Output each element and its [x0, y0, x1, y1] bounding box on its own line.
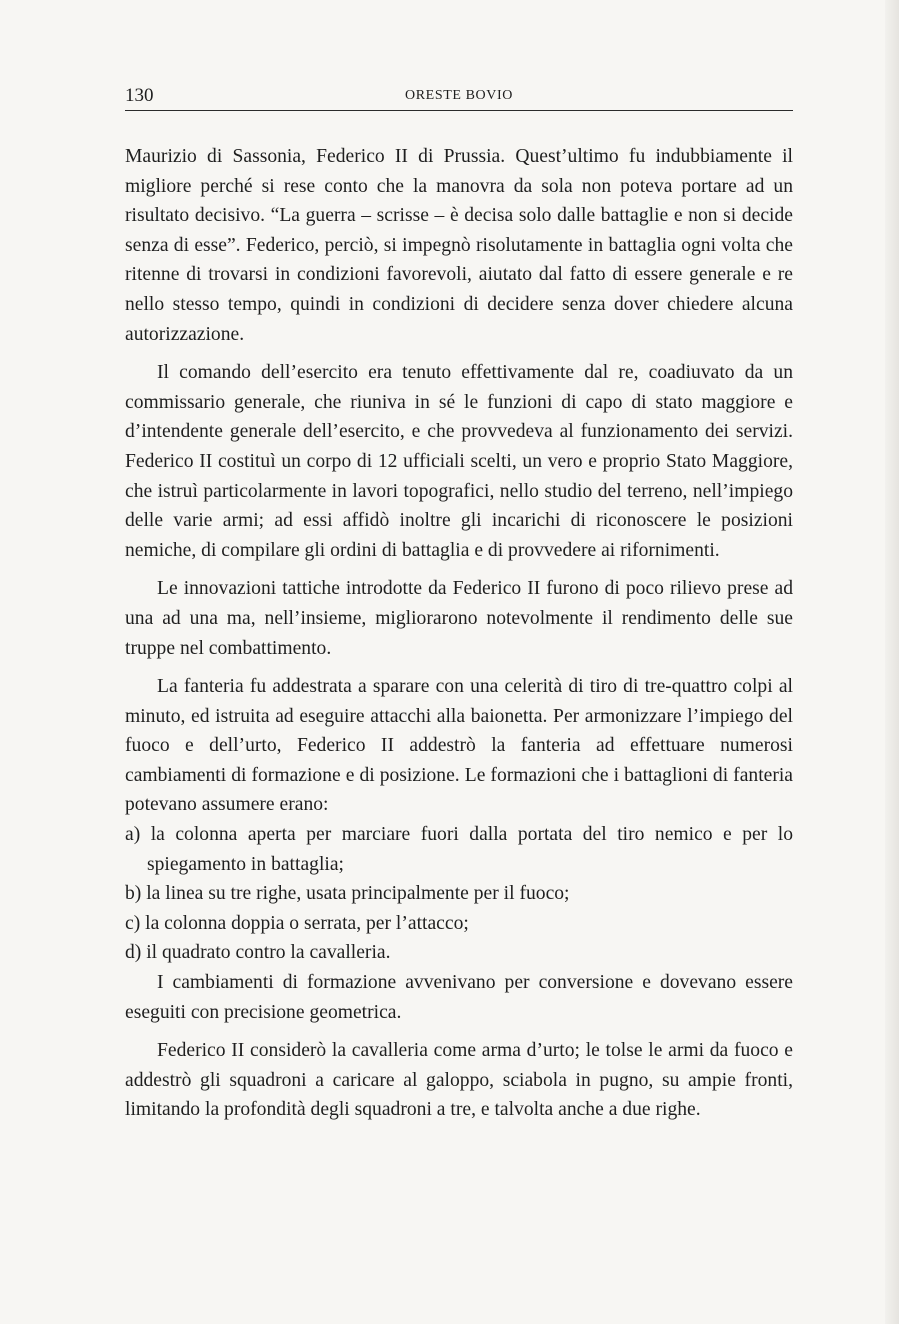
page-header	[125, 82, 793, 111]
list-item: b) la linea su tre righe, usata principalmente per il fuoco;	[125, 883, 570, 905]
body-text	[125, 142, 793, 1125]
list-item: c) la colonna doppia o serrata, per l’attacco;	[125, 912, 469, 934]
paragraph: La fanteria fu addestrata a sparare con una celerità di tiro di tre-quattro colpi al minuto, ed istruita ad eseguire attacchi alla baionetta. Per armonizzare l’impiego del fuoco e dell’urto, Federico II addestrò la fanteria ad effettuare numerosi cambiamenti di formazione e di posizione. Le formazioni che i battaglioni di fanteria potevano assumere erano:	[125, 676, 793, 816]
list-item: a) la colonna aperta per marciare fuori dalla portata del tiro nemico e per lo spiegamento in battaglia;	[125, 824, 793, 875]
paragraph: Il comando dell’esercito era tenuto effettivamente dal re, coadiuvato da un commissario generale, che riuniva in sé le funzioni di capo di stato maggiore e d’intendente generale dell’esercito, e che provvedeva al funzionamento dei servizi. Federico II costituì un corpo di 12 ufficiali scelti, un vero e proprio Stato Maggiore, che istruì particolarmente in lavori topografici, nello studio del terreno, nell’impiego delle varie armi; ad essi affidò inoltre gli incarichi di riconoscere le posizioni nemiche, di compilare gli ordini di battaglia e di provvedere ai rifornimenti.	[125, 362, 793, 561]
paragraph: Maurizio di Sassonia, Federico II di Prussia. Quest’ultimo fu indubbiamente il migliore perché si rese conto che la manovra da sola non poteva portare ad un risultato decisivo. “La guerra – scrisse – è decisa solo dalle battaglie e non si decide senza di esse”. Federico, perciò, si impegnò risolutamente in battaglia ogni volta che ritenne di trovarsi in condizioni favorevoli, aiutato dal fatto di essere generale e re nello stesso tempo, quindi in condizioni di decidere senza dover chiedere alcuna autorizzazione.	[125, 146, 793, 345]
paragraph: Federico II considerò la cavalleria come arma d’urto; le tolse le armi da fuoco e addestrò gli squadroni a caricare al galoppo, sciabola in pugno, su ampie fronti, limitando la profondità degli squadroni a tre, e talvolta anche a due righe.	[125, 1040, 793, 1121]
page-number: 130	[125, 85, 154, 106]
page-edge-shadow	[885, 0, 899, 1324]
paragraph: Le innovazioni tattiche introdotte da Federico II furono di poco rilievo prese ad una ad una ma, nell’insieme, migliorarono notevolmente il rendimento delle sue truppe nel combattimento.	[125, 578, 793, 659]
running-head: ORESTE BOVIO	[405, 88, 513, 103]
formation-list	[125, 820, 793, 968]
paragraph: I cambiamenti di formazione avvenivano per conversione e dovevano essere eseguiti con precisione geometrica.	[125, 972, 793, 1023]
list-item: d) il quadrato contro la cavalleria.	[125, 942, 391, 964]
